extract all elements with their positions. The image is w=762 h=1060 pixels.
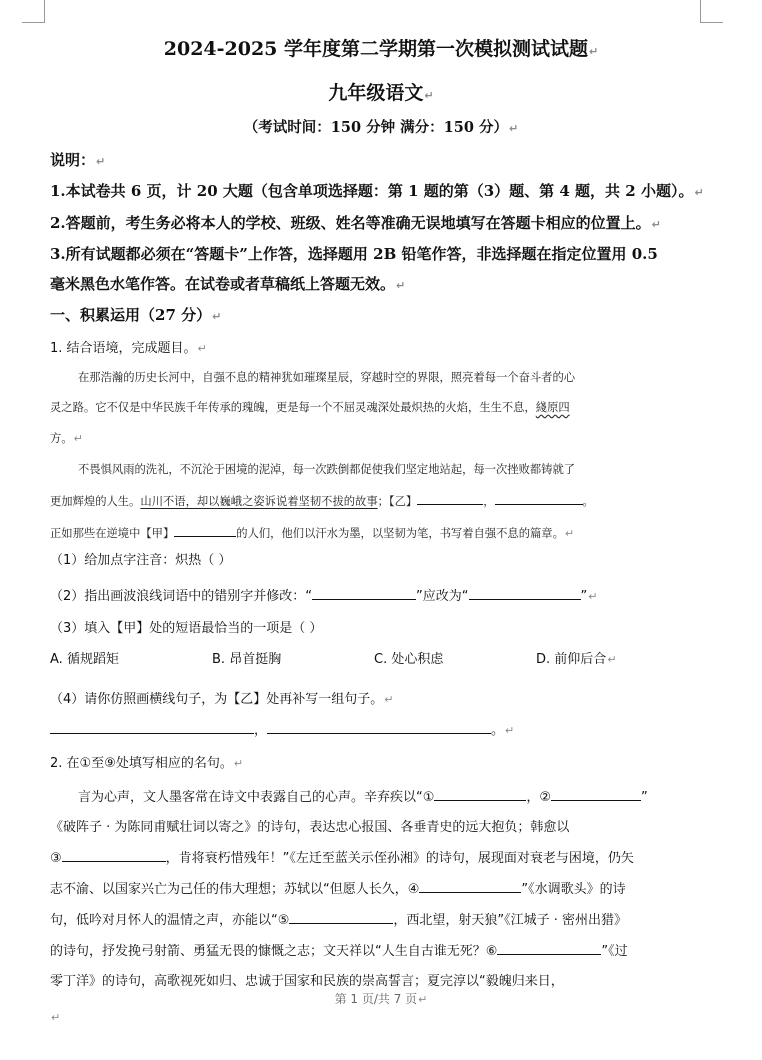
sub-question-4: （4）请你仿照画横线句子，为【乙】处再补写一组句子。↵ [50,692,394,707]
question-2-line: 《破阵子 · 为陈同甫赋壮词以寄之》的诗句，表达忠心报国、各垂青史的远大抱负；韩愈以 [50,820,570,835]
answer-lines: ， 。↵ [50,719,514,738]
wavy-underlined-word: 綫原四 [535,401,570,414]
instruction-3-line2: 毫米黑色水笔作答。在试卷或者草稿纸上答题无效。↵ [50,275,406,293]
blank-6[interactable] [497,942,601,955]
answer-line-2[interactable] [267,719,491,734]
question-2-line: 零丁洋》的诗句，高歌视死如归、忠诚于国家和民族的崇高誓言；夏完淳以“毅魄归来日， [50,974,564,989]
paragraph-mark: ↵ [51,1011,61,1024]
subject-title: 九年级语文↵ [328,82,434,104]
answer-line-1[interactable] [50,719,254,734]
instruction-1: 1.本试卷共 6 页，计 20 大题（包含单项选择题：第 1 题的第（3）题、第 4 题，共 2 小题）。↵ [50,182,704,200]
page-footer: 第 1 页/共 7 页↵ [334,992,428,1006]
passage-line: 在那浩瀚的历史长河中，自强不息的精神犹如璀璨星辰，穿越时空的界限，照亮着每一个奋斗者的心 [78,371,576,384]
passage-line: 更加辉煌的人生。山川不语，却以巍峨之姿诉说着坚韧不拔的故事；【乙】 ， 。 [50,492,594,509]
question-1-stem: 1. 结合语境，完成题目。↵ [50,341,207,356]
passage-line: 正如那些在逆境中【甲】 的人们，他们以汗水为墨，以坚韧为笔，书写着自强不息的篇章。↵ [50,524,574,541]
instructions-heading: 说明：↵ [50,151,106,169]
question-2-line: 的诗句，抒发挽弓射箭、勇猛无畏的慷慨之志；文天祥以“人生自古谁无死？⑥ ”《过 [50,944,628,959]
option-d[interactable]: D. 前仰后合↵ [536,652,617,667]
passage-line: 灵之路。它不仅是中华民族千年传承的瑰魄，更是每一个不屈灵魂深处最炽热的火焰，生生不息，綫原四 [50,401,570,414]
question-2-line: 言为心声，文人墨客常在诗文中表露自己的心声。辛弃疾以“① ，② ” [78,790,648,805]
option-a[interactable]: A. 循规蹈矩 [50,652,119,667]
sub-question-2: （2）指出画波浪线词语中的错别字并修改：“ ”应改为“ ”↵ [50,589,598,604]
option-b[interactable]: B. 昂首挺胸 [212,652,282,667]
blank-correct-char[interactable] [469,587,581,600]
blank-yi-1[interactable] [417,492,483,505]
blank-wrong-char[interactable] [312,587,416,600]
section-heading: 一、积累运用（27 分）↵ [50,306,222,324]
sub-question-1: （1）给加点字注音：炽热（ ） [50,553,232,568]
underlined-sentence: 山川不语，却以巍峨之姿诉说着坚韧不拔的故事 [140,495,378,508]
crop-mark-top-right [700,0,723,23]
instruction-3-line1: 3.所有试题都必须在“答题卡”上作答，选择题用 2B 铅笔作答，非选择题在指定位置用 0.5 [50,245,658,263]
exam-info: （考试时间：150 分钟 满分：150 分）↵ [243,119,519,136]
blank-yi-2[interactable] [495,492,583,505]
passage-line: 方。↵ [50,432,83,445]
question-2-line: 志不渝、以国家兴亡为己任的伟大理想；苏轼以“但愿人长久，④ ”《水调歌头》的诗 [50,882,626,897]
sub-question-3: （3）填入【甲】处的短语最恰当的一项是（ ） [50,621,323,636]
blank-2[interactable] [551,788,641,801]
blank-4[interactable] [419,880,521,893]
question-2-line: ③ ，肯将衰朽惜残年！”《左迁至蓝关示侄孙湘》的诗句，展现面对衰老与困境，仍矢 [50,851,634,866]
option-c[interactable]: C. 处心积虑 [374,652,444,667]
exam-title: 2024-2025 学年度第二学期第一次模拟测试试题↵ [163,38,599,60]
blank-jia[interactable] [174,524,236,537]
blank-5[interactable] [289,911,393,924]
blank-3[interactable] [62,849,166,862]
instruction-2: 2.答题前，考生务必将本人的学校、班级、姓名等准确无误地填写在答题卡相应的位置上。↵ [50,214,661,232]
question-2-stem: 2. 在①至⑨处填写相应的名句。↵ [50,756,244,771]
crop-mark-top-left [22,0,45,23]
blank-1[interactable] [434,788,526,801]
passage-line: 不畏惧风雨的洗礼，不沉沦于困境的泥淖，每一次跌倒都促使我们坚定地站起，每一次挫败都铸就了 [78,463,576,476]
question-2-line: 句，低吟对月怀人的温情之声，亦能以“⑤ ，西北望，射天狼”《江城子 · 密州出猎》 [50,913,628,928]
